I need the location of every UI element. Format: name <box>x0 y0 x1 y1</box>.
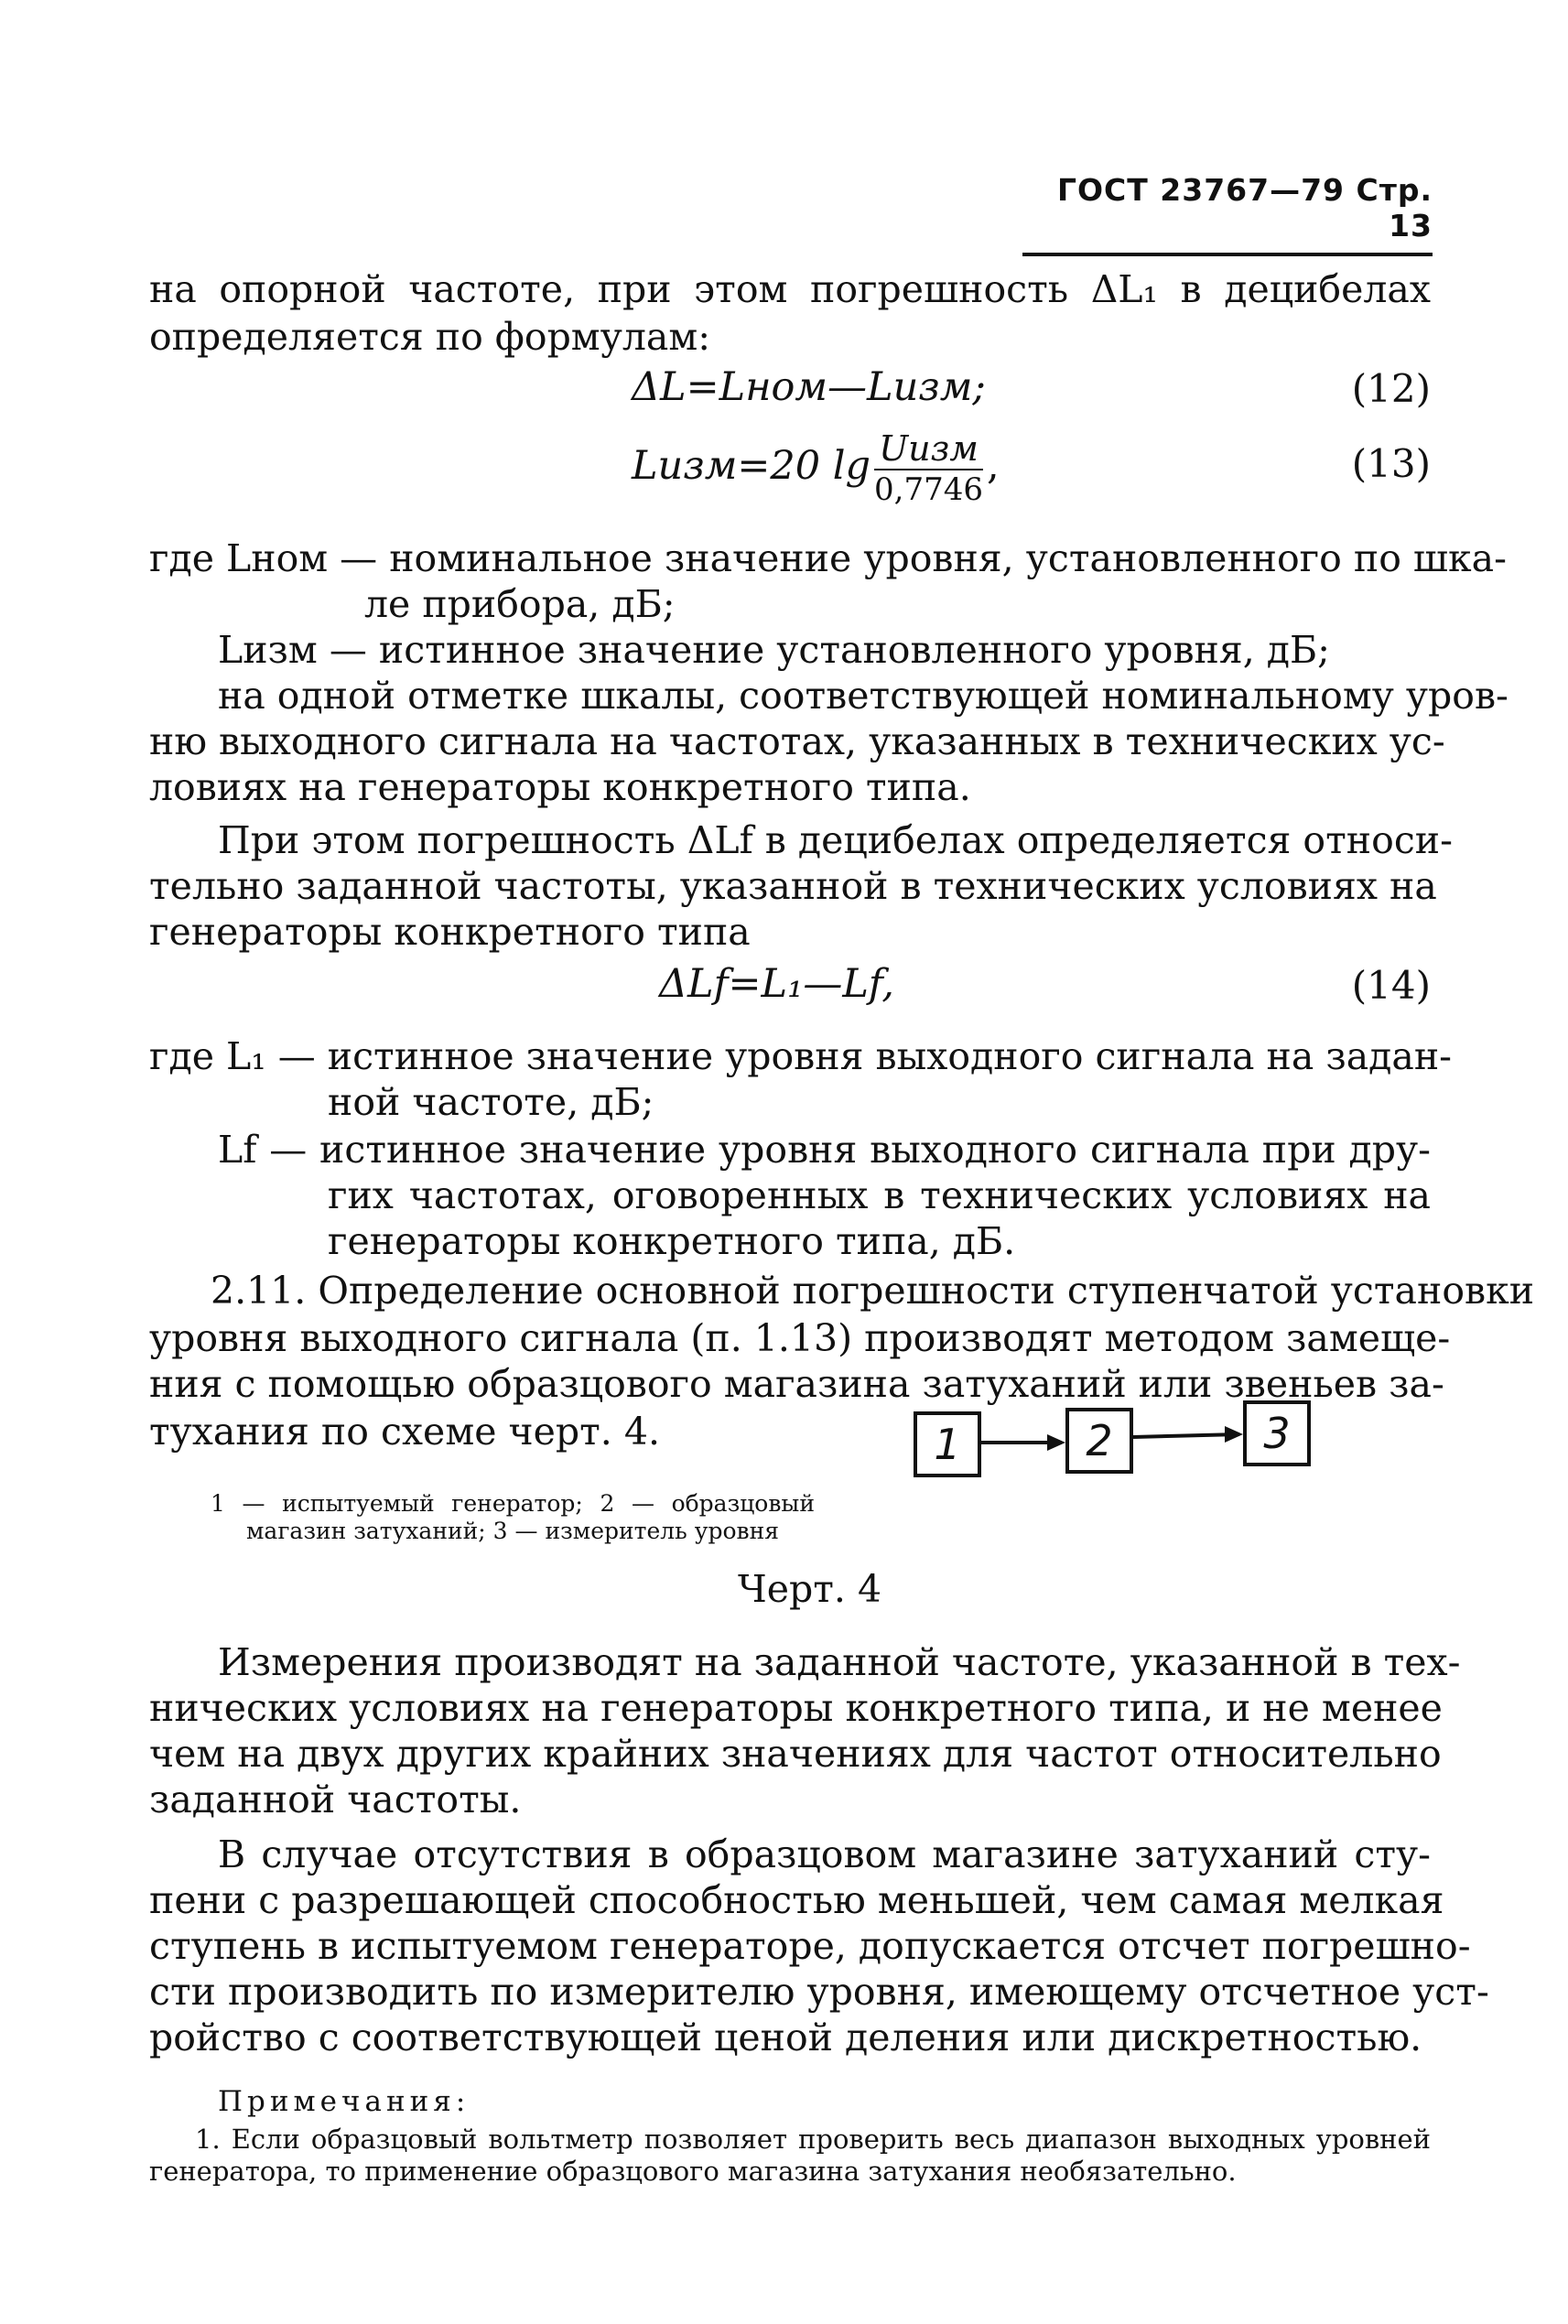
text-line: При этом погрешность ΔLf в децибелах определяется относи- <box>218 818 1453 862</box>
formula-14: ΔLf=L₁—Lf, <box>659 961 894 1007</box>
text-line: Lизм — истинное значение установленного уровня, дБ; <box>218 628 1330 672</box>
text-line: В случае отсутствия в образцовом магазине затуханий сту- <box>218 1832 1431 1876</box>
notes-title: Примечания: <box>218 2085 470 2118</box>
text-line: уровня выходного сигнала (п. 1.13) производят методом замеще- <box>149 1316 1451 1360</box>
text-line: Измерения производят на заданной частоте, указанной в тех- <box>218 1640 1461 1684</box>
arrow-head <box>1225 1426 1243 1443</box>
text-line: ния с помощью образцового магазина затуханий или звеньев за- <box>149 1362 1444 1406</box>
text-line: где L₁ — истинное значение уровня выходного сигнала на задан- <box>149 1034 1453 1078</box>
fraction-numerator: Uизм <box>874 428 983 470</box>
text-line: тельно заданной частоты, указанной в технических условиях на <box>149 864 1437 908</box>
fraction-denominator: 0,7746 <box>874 471 984 508</box>
note-item: 1. Если образцовый вольтметр позволяет проверить весь диапазон выходных уровней генератора, то применение образцового магазина затухания необязательно. <box>149 2124 1431 2187</box>
text-line: ню выходного сигнала на частотах, указанных в технических ус- <box>149 719 1445 763</box>
equation-number: (14) <box>1351 963 1431 1008</box>
text-line: на одной отметке шкалы, соответствующей номинальному уров- <box>218 674 1509 718</box>
formula-13-tail: , <box>987 443 1000 489</box>
formula-13 <box>632 428 1000 509</box>
equation-number: (13) <box>1351 441 1431 486</box>
arrow-head <box>1047 1434 1065 1451</box>
text-line: пени с разрешающей способностью меньшей, чем самая мелкая <box>149 1878 1444 1922</box>
section-heading-line: 2.11. Определение основной погрешности ступенчатой установки <box>211 1269 1535 1313</box>
text-line: гих частотах, оговоренных в технических условиях на <box>328 1173 1431 1217</box>
text-line: тухания по схеме черт. 4. <box>149 1410 660 1454</box>
text-line: где Lном — номинальное значение уровня, установленного по шка- <box>149 536 1507 580</box>
page-header: ГОСТ 23767—79 Стр. 13 <box>1022 172 1433 256</box>
text-line: ройство с соответствующей ценой деления или дискретностью. <box>149 2016 1422 2059</box>
text-line: ступень в испытуемом генераторе, допускается отсчет погрешно- <box>149 1924 1471 1968</box>
formula-13-lhs: Lизм=20 lg <box>632 443 871 489</box>
diagram-arrows <box>981 1419 1247 1465</box>
arrow-line <box>1133 1434 1239 1437</box>
text-line: заданной частоты. <box>149 1778 522 1821</box>
text-line: нических условиях на генераторы конкретного типа, и не менее <box>149 1686 1443 1730</box>
text-line: генераторы конкретного типа, дБ. <box>328 1219 1016 1263</box>
text-line: определяется по формулам: <box>149 315 711 359</box>
text-line: чем на двух других крайних значениях для частот относительно <box>149 1732 1442 1776</box>
figure-title: Черт. 4 <box>738 1567 882 1611</box>
text-line: ловиях на генераторы конкретного типа. <box>149 765 971 809</box>
text-line: на опорной частоте, при этом погрешность ΔL₁ в децибелах <box>149 267 1431 311</box>
equation-number: (12) <box>1351 366 1431 411</box>
figure-caption: 1 — испытуемый генератор; 2 — образцовый магазин затуханий; 3 — измеритель уровня <box>211 1490 815 1544</box>
diagram-box-generator: 1 <box>914 1411 981 1477</box>
text-line: ной частоте, дБ; <box>328 1080 654 1124</box>
text-line: Lf — истинное значение уровня выходного сигнала при дру- <box>218 1128 1431 1172</box>
text-line: ле прибора, дБ; <box>364 582 676 626</box>
formula-12: ΔL=Lном—Lизм; <box>632 364 986 410</box>
text-line: генераторы конкретного типа <box>149 910 751 954</box>
text-line: сти производить по измерителю уровня, имеющему отсчетное уст- <box>149 1970 1489 2014</box>
fraction <box>874 428 983 509</box>
diagram-box-attenuator: 2 <box>1065 1408 1133 1474</box>
diagram-box-level-meter: 3 <box>1243 1400 1311 1466</box>
